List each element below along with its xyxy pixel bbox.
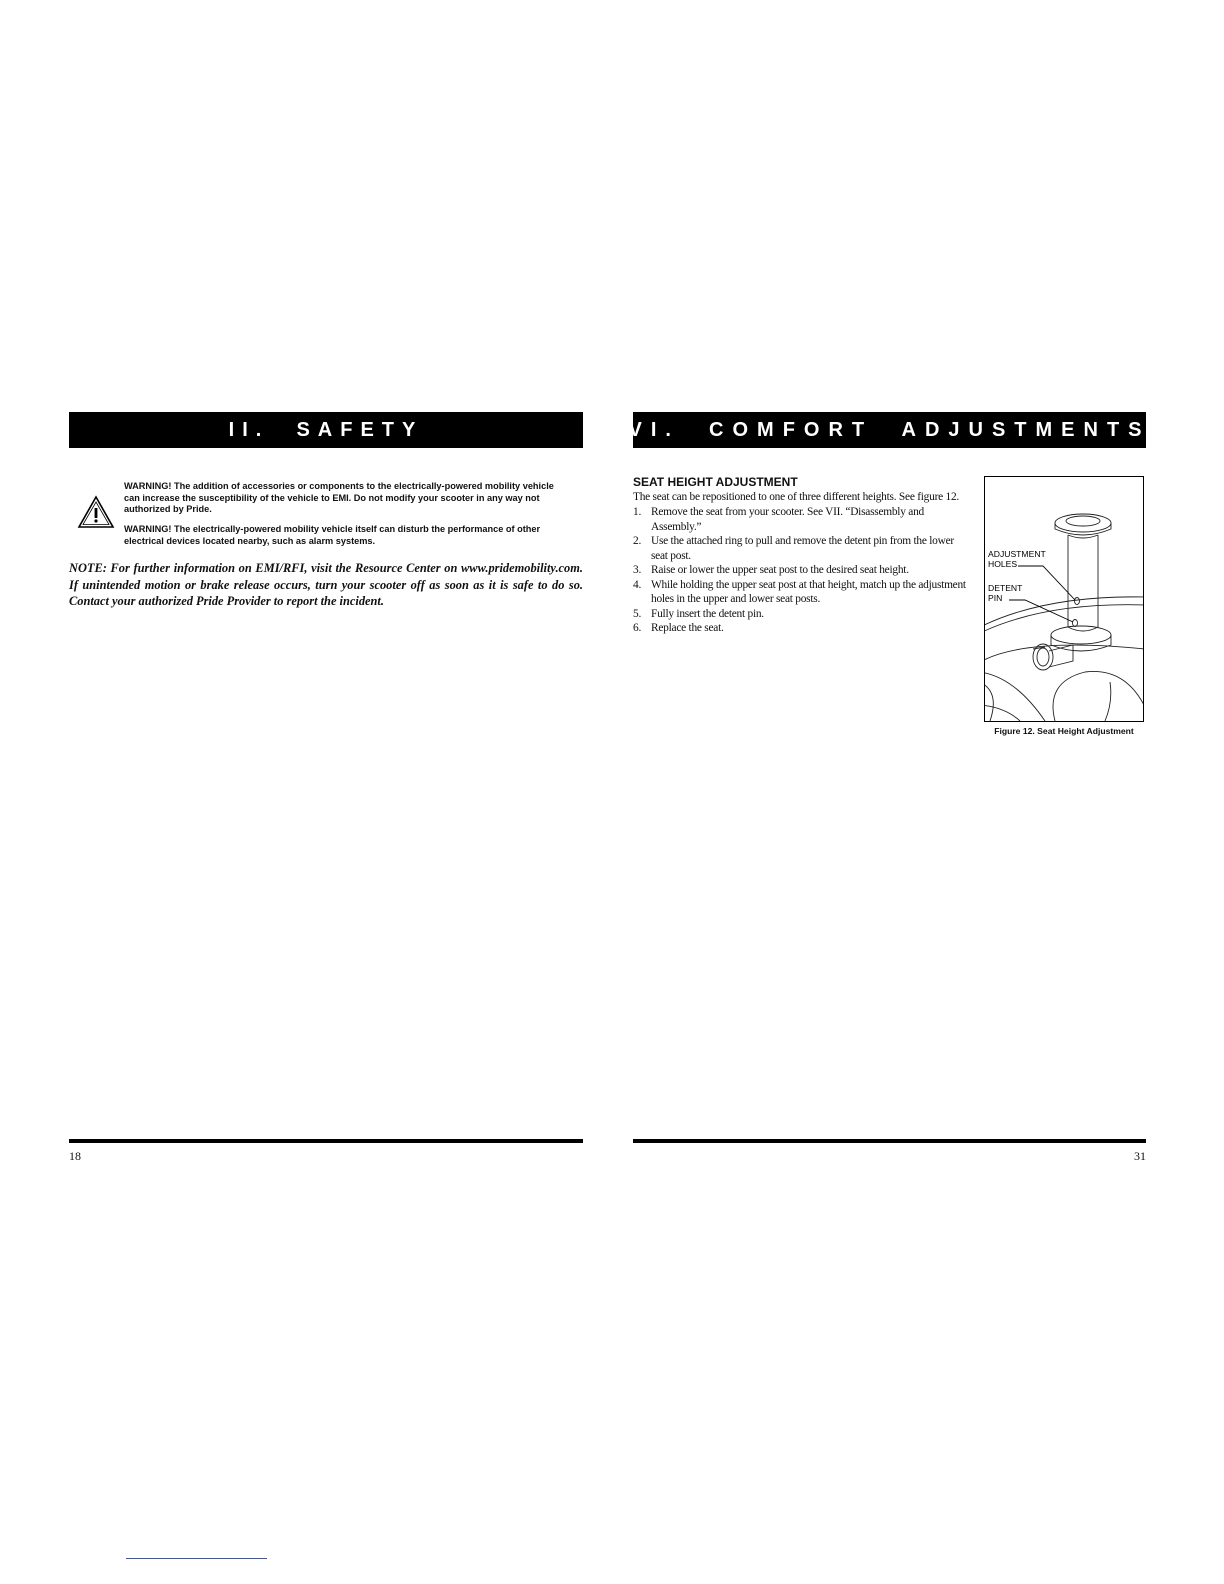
- footer-rule-right: [633, 1139, 1146, 1143]
- step-text: Use the attached ring to pull and remove the detent pin from the lower seat post.: [651, 535, 954, 562]
- section-banner-comfort-adjustments: VI. COMFORT ADJUSTMENTS: [633, 412, 1146, 448]
- callout-label: DETENT: [988, 583, 1023, 593]
- page-number-right: 31: [1134, 1149, 1146, 1163]
- warning-triangle-icon: [76, 494, 116, 530]
- section-intro: The seat can be repositioned to one of three different heights. See figure 12.: [633, 491, 960, 503]
- callout-adjustment-holes: [988, 550, 1046, 569]
- emi-rfi-note: NOTE: For further information on EMI/RFI, visit the Resource Center on www.pridemobility.com. If unintended motion or brake release occurs, turn your scooter off as soon as it is safe to do so. Contact your authorized Pride Provider to report the incident.: [69, 561, 583, 608]
- step-item: [633, 505, 968, 534]
- callout-label: ADJUSTMENT: [988, 549, 1046, 559]
- steps-list: [633, 505, 968, 636]
- step-number: 1.: [633, 506, 642, 518]
- step-text: Remove the seat from your scooter. See VII. “Disassembly and Assembly.”: [651, 506, 924, 533]
- step-item: [633, 607, 968, 622]
- step-text: Raise or lower the upper seat post to the desired seat height.: [651, 564, 909, 576]
- callout-label: PIN: [988, 592, 1003, 603]
- step-item: [633, 563, 968, 578]
- section-banner-safety: II. SAFETY: [69, 412, 583, 448]
- footer-rule-left: [69, 1139, 583, 1143]
- step-item: [633, 534, 968, 563]
- link-underline: [126, 1558, 267, 1559]
- step-number: 4.: [633, 578, 642, 591]
- seat-post-figure: [984, 476, 1144, 722]
- step-number: 2.: [633, 535, 642, 547]
- step-item: [633, 578, 968, 607]
- warning-emi-accessories: WARNING! The addition of accessories or components to the electrically-powered mobility vehicle can increase the susceptibility of the vehicle to EMI. Do not modify your scooter in any way not authorized by Pride.: [124, 481, 554, 514]
- callout-label: HOLES: [988, 558, 1018, 569]
- page-number-left: 18: [69, 1149, 81, 1163]
- section-heading: SEAT HEIGHT ADJUSTMENT: [633, 475, 798, 489]
- step-text: Fully insert the detent pin.: [651, 607, 764, 620]
- step-text: While holding the upper seat post at that height, match up the adjustment holes in the upper and lower seat posts.: [651, 578, 966, 605]
- warning-electrical-devices: WARNING! The electrically-powered mobility vehicle itself can disturb the performance of other electrical devices located nearby, such as alarm systems.: [124, 524, 541, 546]
- step-number: 3.: [633, 564, 642, 576]
- step-text: Replace the seat.: [651, 622, 724, 634]
- step-number: 5.: [633, 607, 642, 620]
- step-number: 6.: [633, 622, 642, 634]
- callout-detent-pin: [988, 584, 1022, 603]
- figure-caption: Figure 12. Seat Height Adjustment: [994, 726, 1134, 736]
- step-item: [633, 621, 968, 636]
